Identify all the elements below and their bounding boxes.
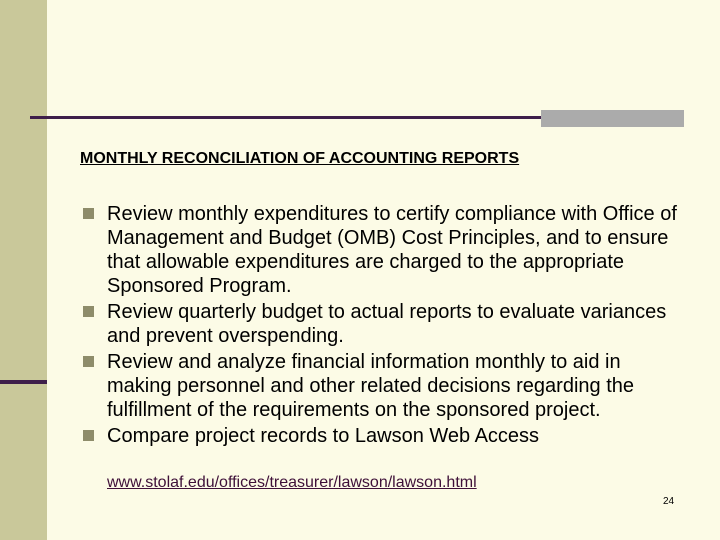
bullet-item xyxy=(83,202,683,298)
left-decorative-band xyxy=(0,0,47,540)
bullet-text: Review and analyze financial information monthly to aid in making personnel and other related decisions regarding the fulfillment of the requirements on the sponsored project. xyxy=(107,351,635,421)
bullet-item xyxy=(83,350,683,422)
page-number: 24 xyxy=(663,496,675,507)
bullet-list xyxy=(83,202,683,450)
bullet-item xyxy=(83,424,683,448)
square-bullet-icon xyxy=(83,306,94,317)
lawson-web-access-link[interactable]: www.stolaf.edu/offices/treasurer/lawson/lawson.html xyxy=(107,474,477,491)
slide-title: MONTHLY RECONCILIATION OF ACCOUNTING REPORTS xyxy=(80,150,520,167)
square-bullet-icon xyxy=(83,208,94,219)
top-divider-accent-block xyxy=(541,110,684,127)
bullet-text: Review quarterly budget to actual reports to evaluate variances and prevent overspending. xyxy=(107,301,667,347)
bullet-text: Compare project records to Lawson Web Access xyxy=(107,425,540,447)
left-band-accent-line xyxy=(0,380,47,384)
square-bullet-icon xyxy=(83,430,94,441)
top-divider-line xyxy=(30,116,541,119)
square-bullet-icon xyxy=(83,356,94,367)
bullet-item xyxy=(83,300,683,348)
bullet-text: Review monthly expenditures to certify compliance with Office of Management and Budget (OMB) Cost Principles, and to ensure that allowable expenditures are charged to the appropriate Sponsored Program. xyxy=(107,203,677,297)
